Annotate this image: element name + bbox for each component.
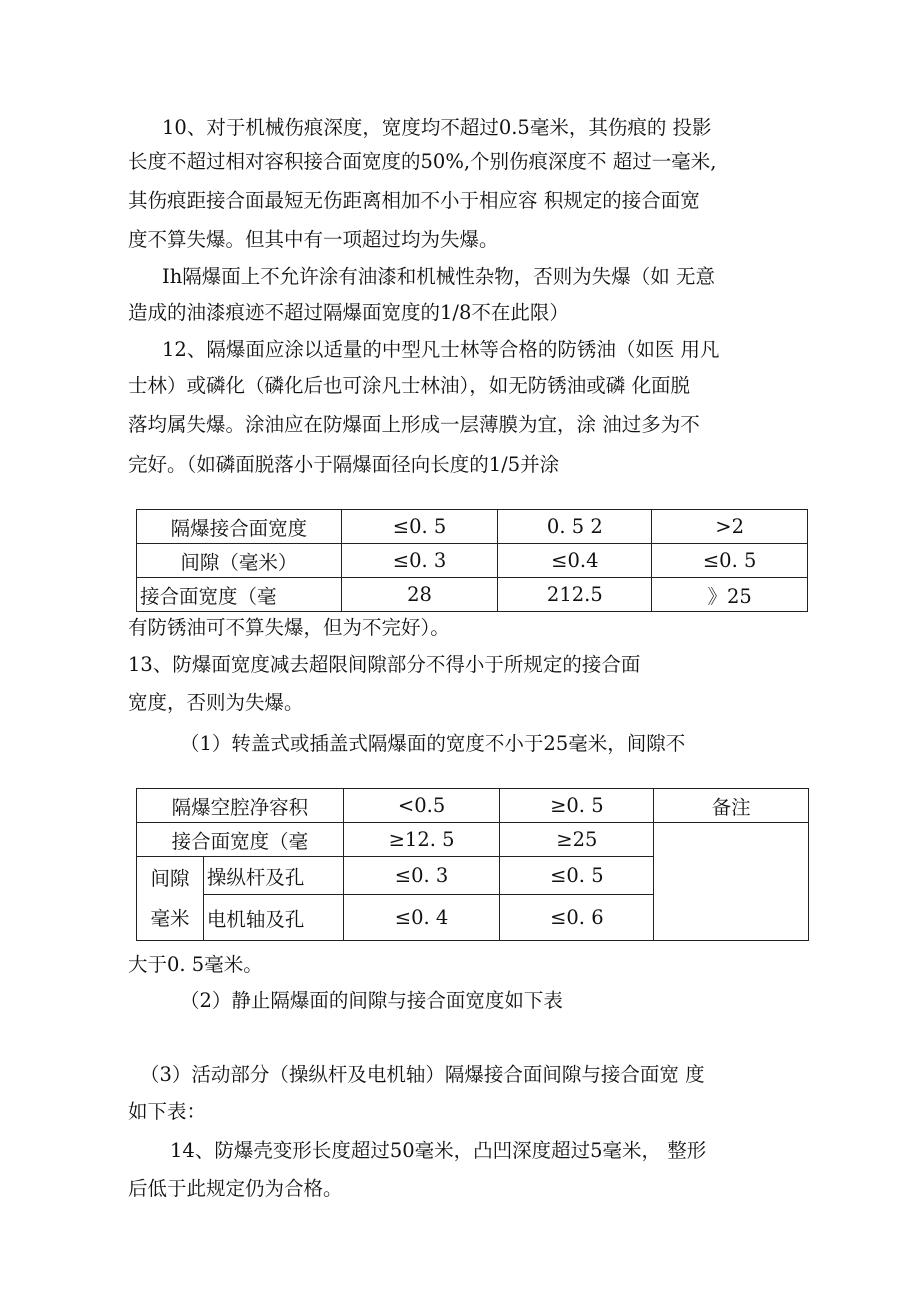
table-cell: ≤0. 6 <box>500 895 654 941</box>
table-cell: 电机轴及孔 <box>203 895 343 941</box>
table-cell: ≤0. 5 <box>341 510 498 544</box>
table-cell: 备注 <box>654 789 809 823</box>
gap-label-top: 间隙 <box>150 866 190 890</box>
table-cell: ≥25 <box>500 823 654 857</box>
table-cell: ≤0. 5 <box>652 544 808 578</box>
text-line: 长度不超过相对容积接合面宽度的50%,个别伤痕深度不 超过一毫米, <box>128 150 717 173</box>
text-line: 宽度，否则为失爆。 <box>128 691 304 714</box>
text-line: 士林）或磷化（磷化后也可涂凡士林油），如无防锈油或磷 化面脱 <box>128 374 690 397</box>
text-line: 有防锈油可不算失爆，但为不完好）。 <box>128 616 450 639</box>
text-line: 造成的油漆痕迹不超过隔爆面宽度的1/8不在此限） <box>128 301 569 324</box>
table-cell: ≥12. 5 <box>343 823 500 857</box>
table-cell: 接合面宽度（毫 <box>137 578 342 612</box>
table-static-gap <box>136 509 808 612</box>
table-row <box>137 578 808 612</box>
text-line: 13、防爆面宽度减去超限间隙部分不得小于所规定的接合面 <box>128 653 641 676</box>
text-line: 落均属失爆。涂油应在防爆面上形成一层薄膜为宜，涂 油过多为不 <box>128 413 700 436</box>
table-cell: 28 <box>341 578 498 612</box>
text-line: 其伤痕距接合面最短无伤距离相加不小于相应容 积规定的接合面宽 <box>128 189 700 212</box>
text-line: 如下表： <box>128 1100 207 1123</box>
text-line: 大于0. 5毫米。 <box>128 953 263 976</box>
table-row <box>137 823 809 857</box>
table-cell: ≤0.4 <box>498 544 652 578</box>
table-cell-gap-label <box>137 857 204 941</box>
text-line: 后低于此规定仍为合格。 <box>128 1177 343 1200</box>
table-cell: ≥0. 5 <box>500 789 654 823</box>
table-cell: 》25 <box>652 578 808 612</box>
table-cell: >2 <box>652 510 808 544</box>
text-line: 完好。（如磷面脱落小于隔爆面径向长度的1/5并涂 <box>128 453 560 476</box>
table-cell: 0. 5 2 <box>498 510 652 544</box>
table-cell: <0.5 <box>343 789 500 823</box>
table-cell: 隔爆空腔净容积 <box>137 789 344 823</box>
gap-label-bottom: 毫米 <box>150 906 190 930</box>
table-cell: ≤0. 4 <box>343 895 500 941</box>
table-cell: 212.5 <box>498 578 652 612</box>
text-line: （3）活动部分（操纵杆及电机轴）隔爆接合面间隙与接合面宽 度 <box>140 1063 705 1086</box>
table-cell: ≤0. 3 <box>343 857 500 895</box>
text-line: （1）转盖式或插盖式隔爆面的宽度不小于25毫米，间隙不 <box>180 732 686 755</box>
table-cell: 间隙（毫米） <box>137 544 342 578</box>
table-cell: 隔爆接合面宽度 <box>137 510 342 544</box>
text-line: （2）静止隔爆面的间隙与接合面宽度如下表 <box>180 989 563 1012</box>
text-line: 14、防爆壳变形长度超过50毫米，凸凹深度超过5毫米， 整形 <box>170 1139 707 1162</box>
text-line: 10、对于机械伤痕深度，宽度均不超过0.5毫米，其伤痕的 投影 <box>162 116 712 139</box>
table-cell: ≤0. 3 <box>341 544 498 578</box>
table-cell: 接合面宽度（毫 <box>137 823 344 857</box>
table-movable-gap <box>136 788 809 941</box>
text-line: 度不算失爆。但其中有一项超过均为失爆。 <box>128 228 499 251</box>
table-cell: 操纵杆及孔 <box>203 857 343 895</box>
table-row <box>137 544 808 578</box>
table-cell-notes <box>654 823 809 941</box>
text-line: Ih隔爆面上不允许涂有油漆和机械性杂物，否则为失爆（如 无意 <box>162 265 715 288</box>
table-row <box>137 789 809 823</box>
table-row <box>137 510 808 544</box>
table-cell: ≤0. 5 <box>500 857 654 895</box>
text-line: 12、隔爆面应涂以适量的中型凡士林等合格的防锈油（如医 用凡 <box>162 338 720 361</box>
